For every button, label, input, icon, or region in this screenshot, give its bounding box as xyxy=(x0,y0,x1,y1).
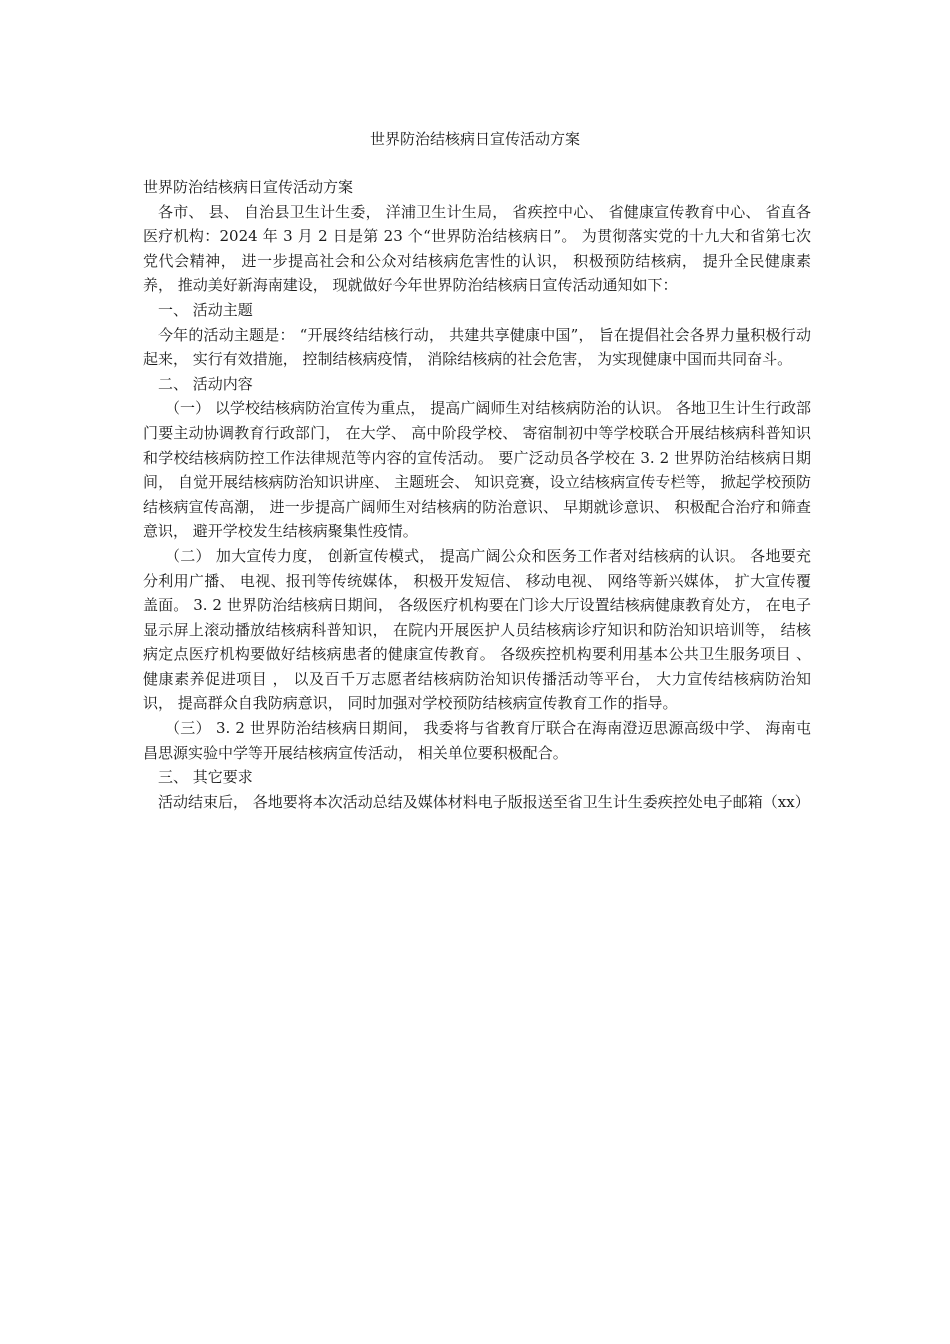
paragraph-notice: 各市、 县、 自治县卫生计生委， 洋浦卫生计生局， 省疾控中心、 省健康宣传教育中心、 省直各医疗机构：2024 年 3 月 2 日是第 23 个“世界防治结核病日”。 为贯彻落实党的十九大和省第七次党代会精神， 进一步提高社会和公众对结核病危害性的认识， 积极预防结核病， 提升全民健康素养， 推动美好新海南建设， 现就做好今年世界防治结核病日宣传活动通知如下： xyxy=(143,202,811,295)
paragraph-content-2: （二） 加大宣传力度， 创新宣传模式， 提高广阔公众和医务工作者对结核病的认识。 各地要充分利用广播、 电视、报刊等传统媒体， 积极开发短信、 移动电视、 网络等新兴媒体， 扩大宣传覆盖面。 3. 2 世界防治结核病日期间， 各级医疗机构要在门诊大厅设置结核病健康教育处方， 在电子显示屏上滚动播放结核病科普知识， 在院内开展医护人员结核病诊疗知识和防治知识培训等， 结核病定点医疗机构要做好结核病患者的健康宣传教育。 各级疾控机构要利用基本公共卫生服务项目 、 健康素养促进项目 ， 以及百千万志愿者结核病防治知识传播活动等平台， 大力宣传结核病防治知识， 提高群众自我防病意识， 同时加强对学校预防结核病宣传教育工作的指导。 xyxy=(143,546,811,713)
document-body xyxy=(143,175,811,814)
section-heading-content: 二、 活动内容 xyxy=(158,374,253,393)
document-title: 世界防治结核病日宣传活动方案 xyxy=(369,130,580,148)
section-heading-requirements: 三、 其它要求 xyxy=(158,768,253,787)
body-heading: 世界防治结核病日宣传活动方案 xyxy=(143,178,354,196)
paragraph-content-1: （一） 以学校结核病防治宣传为重点， 提高广阔师生对结核病防治的认识。 各地卫生计生行政部门要主动协调教育行政部门， 在大学、 高中阶段学校、 寄宿制初中等学校联合开展结核病科普知识和学校结核病防控工作法律规范等内容的宣传活动。 要广泛动员各学校在 3. 2 世界防治结核病日期间， 自觉开展结核病防治知识讲座、 主题班会、 知识竞赛，设立结核病宣传专栏等， 掀起学校预防结核病宣传高潮， 进一步提高广阔师生对结核病的防治意识、 早期就诊意识、 积极配合治疗和筛查意识， 避开学校发生结核病聚集性疫情。 xyxy=(143,399,811,541)
paragraph-theme: 今年的活动主题是： “开展终结结核行动， 共建共享健康中国”， 旨在提倡社会各界力量积极行动起来， 实行有效措施， 控制结核病疫情， 消除结核病的社会危害， 为实现健康中国而共同奋斗。 xyxy=(143,325,811,369)
paragraph-content-3: （三） 3. 2 世界防治结核病日期间， 我委将与省教育厅联合在海南澄迈思源高级中学、 海南屯昌思源实验中学等开展结核病宣传活动， 相关单位要积极配合。 xyxy=(143,719,811,762)
paragraph-requirements: 活动结束后， 各地要将本次活动总结及媒体材料电子版报送至省卫生计生委疾控处电子邮箱（xx） xyxy=(158,792,810,811)
section-heading-theme: 一、 活动主题 xyxy=(158,300,253,319)
